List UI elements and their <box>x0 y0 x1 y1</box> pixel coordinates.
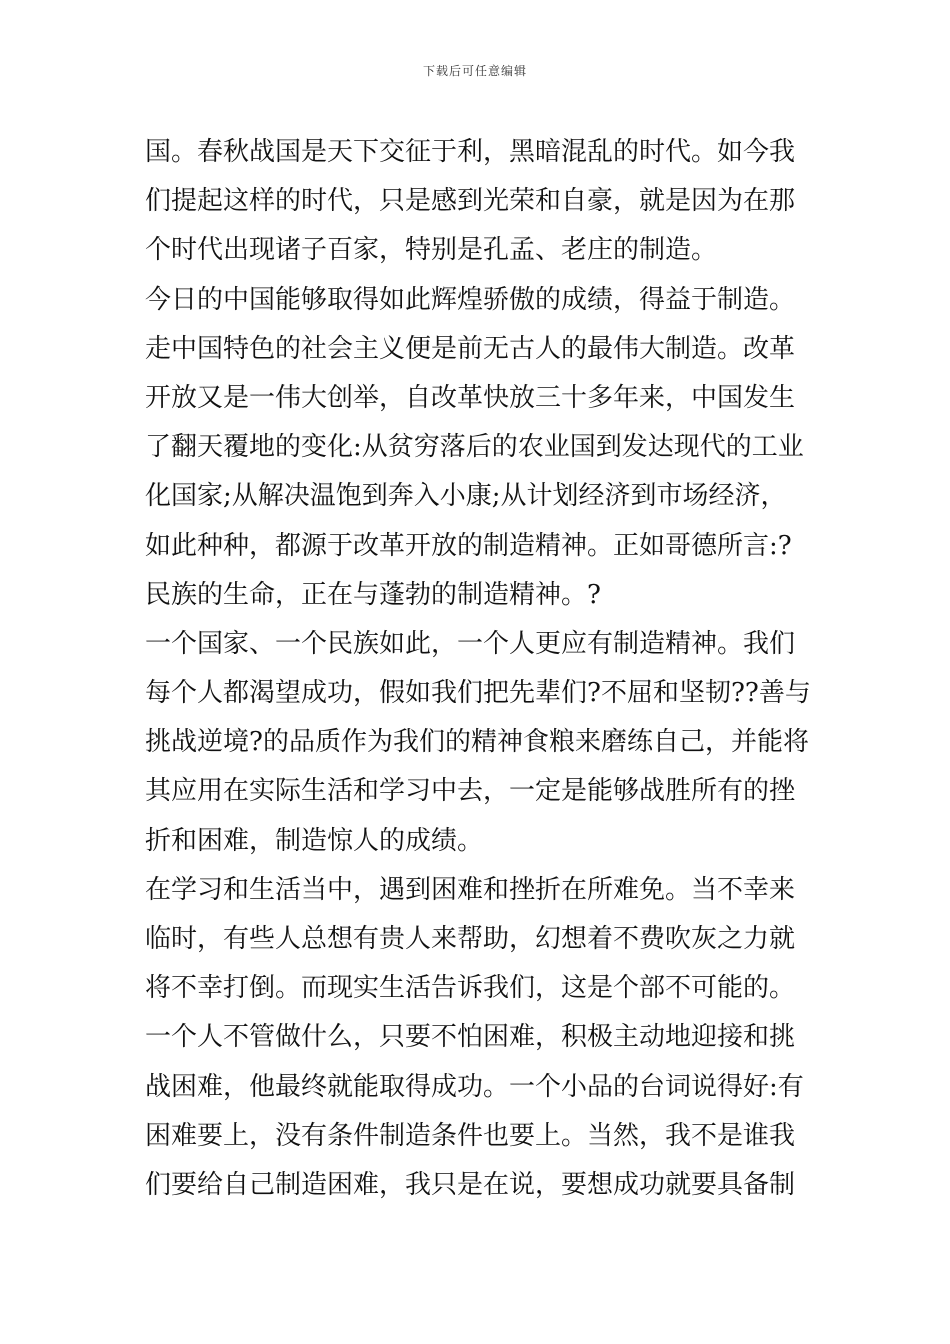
document-body <box>145 128 810 1210</box>
text-line: 开放又是一伟大创举，自改革快放三十多年来，中国发生 <box>145 382 796 413</box>
text-line: 一个国家、一个民族如此，一个人更应有制造精神。我们 <box>145 628 796 659</box>
text-line: 困难要上，没有条件制造条件也要上。当然，我不是谁我 <box>145 1120 796 1151</box>
text-line: 们提起这样的时代，只是感到光荣和自豪，就是因为在那 <box>145 186 796 217</box>
text-line: 们要给自己制造困难，我只是在说，要想成功就要具备制 <box>145 1169 796 1200</box>
text-line: 其应用在实际生活和学习中去，一定是能够战胜所有的挫 <box>145 776 796 807</box>
page-header: 下载后可任意编辑 <box>422 64 527 78</box>
text-line: 临时，有些人总想有贵人来帮助，幻想着不费吹灰之力就 <box>145 924 796 954</box>
text-line: 如此种种，都源于改革开放的制造精神。正如哥德所言:? <box>145 530 792 561</box>
text-line: 将不幸打倒。而现实生活告诉我们，这是个部不可能的。 <box>145 973 796 1004</box>
text-line: 在学习和生活当中，遇到困难和挫折在所难免。当不幸来 <box>145 874 796 905</box>
text-line: 折和困难，制造惊人的成绩。 <box>145 825 484 856</box>
text-line: 每个人都渴望成功，假如我们把先辈们?不屈和坚韧??善与 <box>145 678 811 709</box>
text-line: 一个人不管做什么，只要不怕困难，积极主动地迎接和挑 <box>145 1022 796 1053</box>
text-line: 今日的中国能够取得如此辉煌骄傲的成绩，得益于制造。 <box>145 284 796 315</box>
text-line: 化国家;从解决温饱到奔入小康;从计划经济到市场经济， <box>145 481 787 512</box>
text-line: 了翻天覆地的变化:从贫穷落后的农业国到发达现代的工业 <box>145 432 804 463</box>
text-line: 个时代出现诸子百家，特别是孔孟、老庄的制造。 <box>145 235 718 266</box>
text-line: 国。春秋战国是天下交征于利，黑暗混乱的时代。如今我 <box>145 137 796 167</box>
text-line: 民族的生命，正在与蓬勃的制造精神。? <box>145 579 601 610</box>
text-line: 挑战逆境?的品质作为我们的精神食粮来磨练自己，并能将 <box>145 727 809 758</box>
text-line: 战困难，他最终就能取得成功。一个小品的台词说得好:有 <box>145 1071 804 1102</box>
text-line: 走中国特色的社会主义便是前无古人的最伟大制造。改革 <box>145 333 796 364</box>
